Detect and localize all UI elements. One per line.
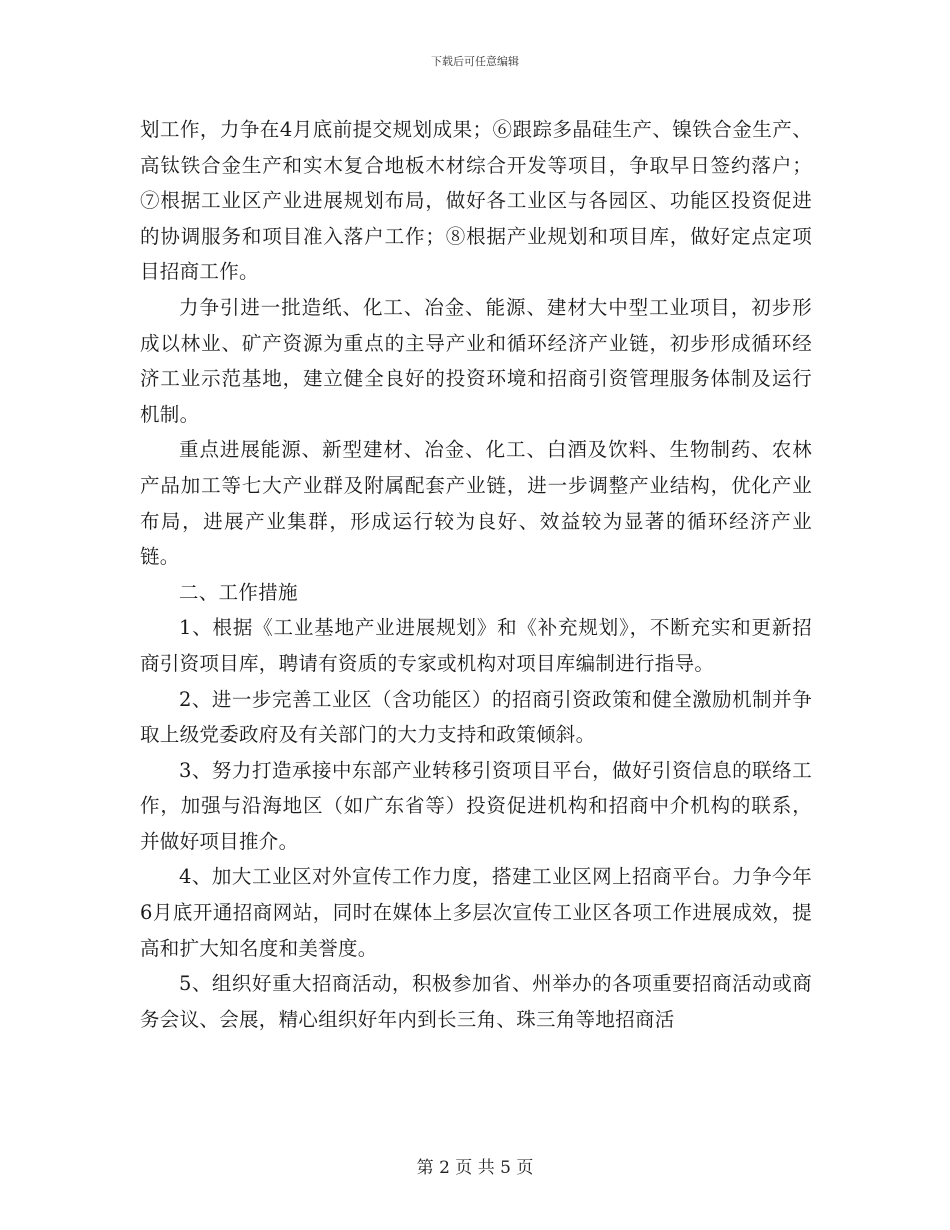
page-header-note: 下载后可任意编辑 (431, 55, 519, 68)
document-body (140, 112, 812, 1037)
measure-item-5: 5、组织好重大招商活动，积极参加省、州举办的各项重要招商活动或商务会议、会展，精心组织好年内到长三角、珠三角等地招商活 (140, 972, 812, 1031)
paragraph-key-industries: 重点进展能源、新型建材、冶金、化工、白酒及饮料、生物制药、农林产品加工等七大产业群及附属配套产业链，进一步调整产业结构，优化产业布局，进展产业集群，形成运行较为良好、效益较为显著的循环经济产业链。 (140, 438, 812, 569)
paragraph-continued-plan: 划工作，力争在4月底前提交规划成果；⑥跟踪多晶硅生产、镍铁合金生产、高钛铁合金生产和实木复合地板木材综合开发等项目，争取早日签约落户；⑦根据工业区产业进展规划布局，做好各工业区与各园区、功能区投资促进的协调服务和项目准入落户工作；⑧根据产业规划和项目库，做好定点定项目招商工作。 (140, 118, 812, 284)
section-heading-measures: 二、工作措施 (179, 580, 298, 604)
measure-item-1: 1、根据《工业基地产业进展规划》和《补充规划》，不断充实和更新招商引资项目库，聘请有资质的专家或机构对项目库编制进行指导。 (140, 616, 812, 675)
page-number-footer: 第 2 页 共 5 页 (416, 1158, 534, 1178)
measure-item-2: 2、进一步完善工业区（含功能区）的招商引资政策和健全激励机制并争取上级党委政府及有关部门的大力支持和政策倾斜。 (140, 687, 812, 747)
measure-item-4: 4、加大工业区对外宣传工作力度，搭建工业区网上招商平台。力争今年6月底开通招商网站，同时在媒体上多层次宣传工业区各项工作进展成效，提高和扩大知名度和美誉度。 (140, 865, 812, 960)
paragraph-industry-goals: 力争引进一批造纸、化工、冶金、能源、建材大中型工业项目，初步形成以林业、矿产资源为重点的主导产业和循环经济产业链，初步形成循环经济工业示范基地，建立健全良好的投资环境和招商引资管理服务体制及运行机制。 (140, 295, 812, 426)
measure-item-3: 3、努力打造承接中东部产业转移引资项目平台，做好引资信息的联络工作，加强与沿海地区（如广东省等）投资促进机构和招商中介机构的联系，并做好项目推介。 (140, 758, 812, 853)
